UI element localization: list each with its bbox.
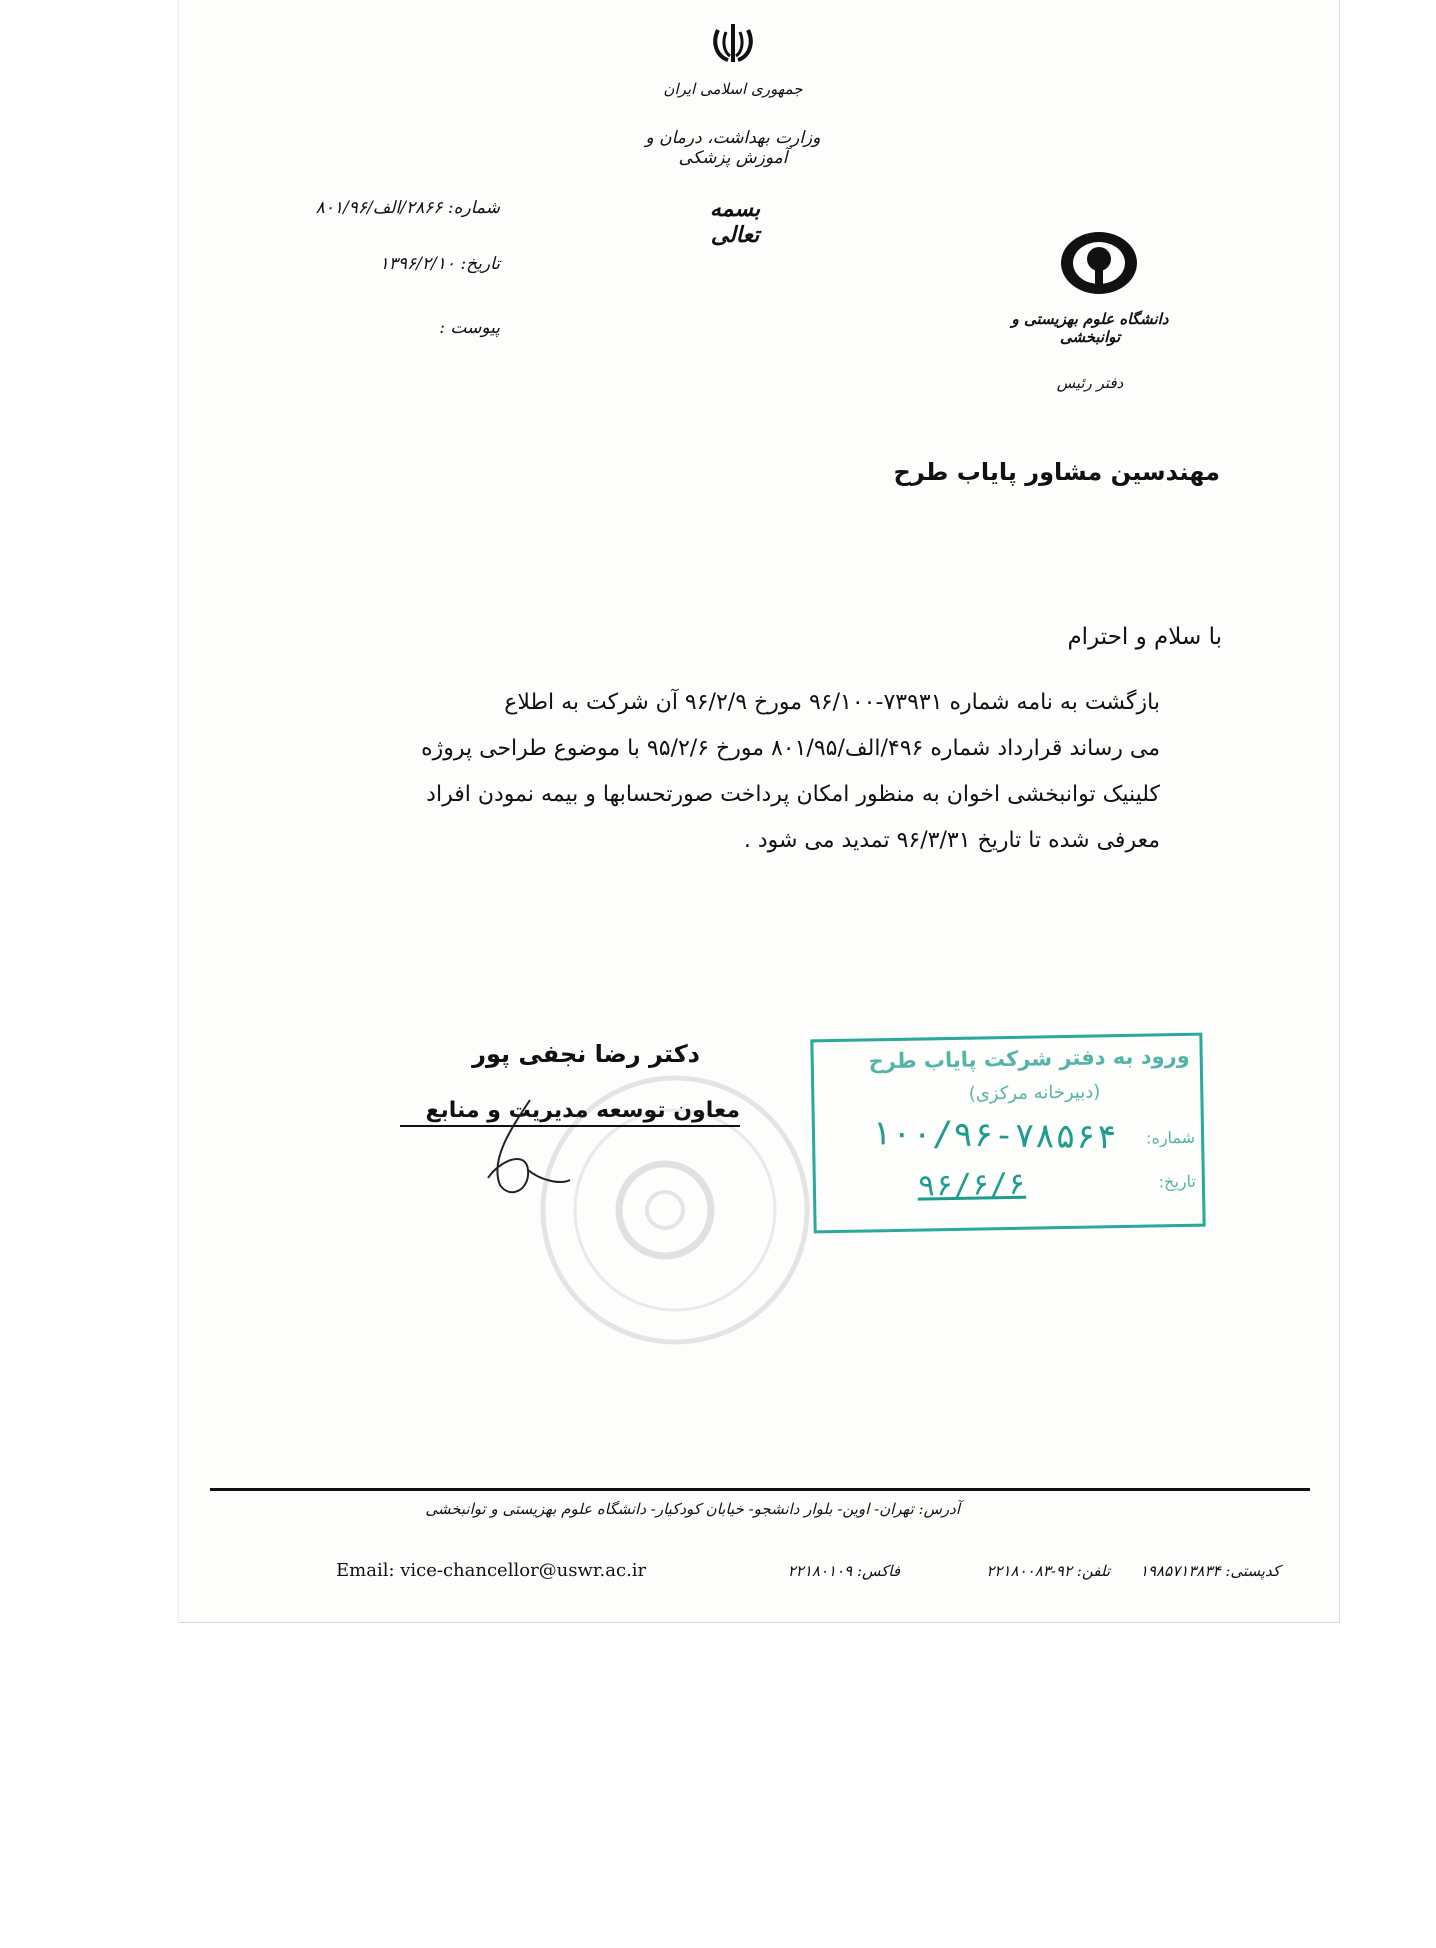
recipient: مهندسین مشاور پایاب طرح — [893, 458, 1220, 486]
stamp-number-value: ۱۰۰/۹۶-۷۸۵۶۴ — [871, 1113, 1118, 1158]
signatory-title: معاون توسعه مدیریت و منابع — [400, 1098, 740, 1127]
letter-date-label: تاریخ: — [460, 254, 500, 274]
iran-emblem-icon — [710, 20, 756, 66]
stamp-date-value: ۹۶/۶/۶ — [917, 1166, 1027, 1204]
receipt-stamp — [810, 1033, 1205, 1234]
body-line: بازگشت به نامه شماره ۷۳۹۳۱-۹۶/۱۰۰ مورخ ۹۶/۲/۹ آن شرکت به اطلاع — [504, 690, 1160, 715]
stamp-date-label: تاریخ: — [1158, 1171, 1197, 1192]
stamp-line2: (دبیرخانه مرکزی) — [968, 1081, 1101, 1105]
stamp-number-label: شماره: — [1145, 1127, 1196, 1148]
university-name: دانشگاه علوم بهزیستی و توانبخشی — [1011, 310, 1169, 346]
letter-number-value: ۲۸۶۶/الف/۸۰۱/۹۶ — [315, 198, 443, 218]
footer-fax: فاکس: ۲۲۱۸۰۱۰۹ — [787, 1562, 900, 1580]
stamp-line1: ورود به دفتر شرکت پایاب طرح — [868, 1043, 1190, 1074]
signatory-name: دکتر رضا نجفی پور — [472, 1040, 700, 1068]
ministry-name: وزارت بهداشت، درمان و آموزش پزشکی — [645, 128, 821, 168]
attachment-label: پیوست : — [439, 318, 500, 338]
footer-email: Email: vice-chancellor@uswr.ac.ir — [336, 1560, 647, 1581]
letter-number-label: شماره: — [447, 198, 500, 218]
footer-divider — [210, 1488, 1310, 1491]
handwritten-signature-icon — [470, 1090, 580, 1200]
office-name: دفتر رئیس — [1056, 374, 1124, 392]
footer-phone: تلفن: ۹۲-۲۲۱۸۰۰۸۳ — [986, 1562, 1110, 1580]
body-line: می رساند قرارداد شماره ۴۹۶/الف/۸۰۱/۹۵ مورخ ۹۵/۲/۶ با موضوع طراحی پروژه — [421, 736, 1160, 761]
letter-number — [290, 198, 500, 218]
university-logo-icon — [1058, 230, 1140, 296]
letter-body — [296, 680, 1160, 864]
footer-postal: کدپستی: ۱۹۸۵۷۱۳۸۳۴ — [1140, 1562, 1280, 1580]
country-name: جمهوری اسلامی ایران — [663, 80, 803, 98]
invocation: بسمه تعالی — [709, 196, 761, 248]
greeting: با سلام و احترام — [1067, 624, 1222, 650]
body-line: معرفی شده تا تاریخ ۹۶/۳/۳۱ تمدید می شود . — [743, 828, 1160, 853]
letter-date-value: ۱۳۹۶/۲/۱۰ — [379, 254, 456, 274]
body-line: کلینیک توانبخشی اخوان به منظور امکان پرداخت صورتحسابها و بیمه نمودن افراد — [426, 782, 1160, 807]
letter-date — [330, 254, 500, 274]
footer-address: آدرس: تهران- اوین- بلوار دانشجو- خیابان کودکیار- دانشگاه علوم بهزیستی و توانبخشی — [425, 1500, 960, 1518]
